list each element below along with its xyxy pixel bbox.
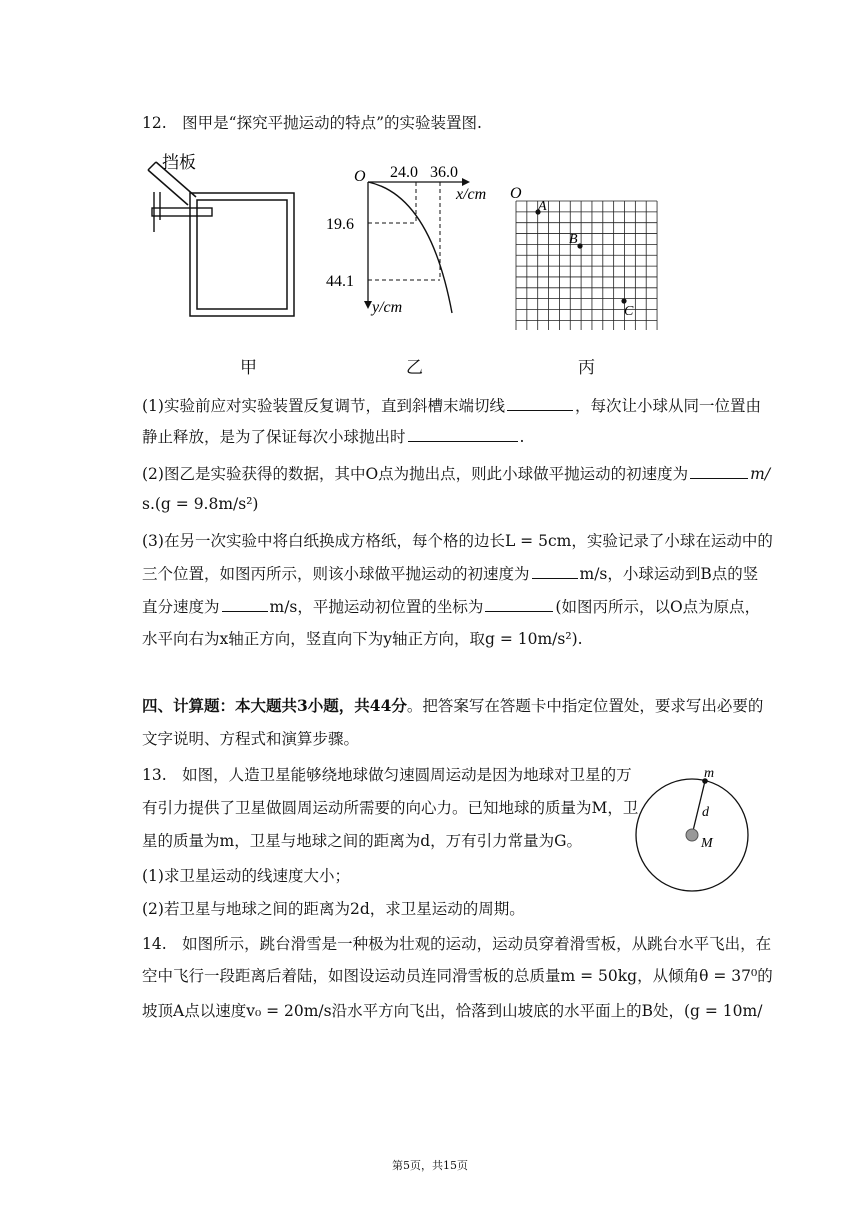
- q12-s3-line3: [142, 596, 761, 617]
- yi-y-arrow: [364, 301, 372, 309]
- ramp-line: [148, 162, 156, 170]
- yi-x-arrow: [462, 178, 470, 186]
- answer-blank[interactable]: [485, 596, 553, 612]
- bing-origin: O: [510, 185, 522, 202]
- q12-s1-text: (1)实验前应对实验装置反复调节，直到斜槽末端切线: [142, 397, 505, 415]
- yi-trajectory: [368, 182, 452, 313]
- yi-xtick-24: 24.0: [390, 164, 418, 181]
- caption-bing: 丙: [578, 358, 595, 378]
- section-4-instructions: 。把答案写在答题卡中指定位置处，要求写出必要的: [406, 697, 764, 715]
- q12-s2-text: m/: [750, 465, 771, 483]
- point-B: [577, 243, 582, 248]
- label-M: M: [701, 836, 713, 851]
- q14-line2: 空中飞行一段距离后着陆，如图设运动员连同滑雪板的总质量m = 50kg，从倾角θ = 37⁰的: [142, 967, 773, 985]
- q12-title: 12. 图甲是“探究平抛运动的特点”的实验装置图.: [142, 114, 482, 132]
- board-outer: [190, 193, 294, 316]
- label-m: m: [704, 766, 715, 781]
- q14-line1: 14. 如图所示，跳台滑雪是一种极为壮观的运动，运动员穿着滑雪板，从跳台水平飞出，在: [142, 935, 772, 953]
- q12-s1-text: 静止释放，是为了保证每次小球抛出时: [142, 428, 406, 446]
- q12-s3-text: 三个位置，如图丙所示，则该小球做平抛运动的初速度为: [142, 565, 530, 583]
- q12-s2-line1: [142, 463, 771, 484]
- yi-y-label: y/cm: [372, 299, 403, 316]
- q12-s3-line4: 水平向右为x轴正方向，竖直向下为y轴正方向，取g = 10m/s²).: [142, 630, 583, 648]
- answer-blank[interactable]: [532, 563, 578, 579]
- q12-s3-line2: [142, 563, 759, 584]
- yi-ytick-196: 19.6: [326, 216, 354, 233]
- q13-line1: 13. 如图，人造卫星能够绕地球做匀速圆周运动是因为地球对卫星的万: [142, 766, 632, 784]
- answer-blank[interactable]: [507, 395, 573, 411]
- answer-blank[interactable]: [690, 463, 748, 479]
- q14-line3: 坡顶A点以速度v₀ = 20m/s沿水平方向飞出，恰落到山坡底的水平面上的B处，(g = 10m/: [142, 1002, 763, 1020]
- caption-yi: 乙: [406, 358, 423, 378]
- q13-line3: 星的质量为m，卫星与地球之间的距离为d，万有引力常量为G。: [142, 832, 583, 850]
- grid: [516, 201, 657, 330]
- q12-s1-text: ，每次让小球从同一位置由: [574, 397, 761, 415]
- q12-s2-text: (2)图乙是实验获得的数据，其中O点为抛出点，则此小球做平抛运动的初速度为: [142, 465, 689, 483]
- q12-s3-text: (如图丙所示，以O点为原点，: [555, 598, 761, 616]
- point-C: [621, 298, 626, 303]
- yi-x-label: x/cm: [456, 186, 487, 203]
- yi-ytick-441: 44.1: [326, 273, 354, 290]
- q12-s3-text: m/s，小球运动到B点的竖: [579, 565, 759, 583]
- q12-s3-text: 直分速度为: [142, 598, 220, 616]
- section-4-instructions-2: 文字说明、方程式和演算步骤。: [142, 730, 360, 748]
- page-footer: 第5页，共15页: [392, 1159, 468, 1172]
- q12-s1-line2: [142, 426, 752, 447]
- q12-s1-text: .: [519, 428, 525, 446]
- q13-line4: (1)求卫星运动的线速度大小；: [142, 867, 350, 885]
- label-C: C: [624, 304, 634, 319]
- q12-s3-text: m/s，平抛运动初位置的坐标为: [269, 598, 484, 616]
- baffle-label: 挡板: [162, 153, 196, 172]
- figure-bing: [505, 180, 660, 330]
- q13-line5: (2)若卫星与地球之间的距离为2d，求卫星运动的周期。: [142, 900, 525, 918]
- support-bar: [152, 208, 212, 216]
- figure-orbit: [630, 760, 760, 898]
- q12-s1-line1: [142, 395, 761, 416]
- label-A: A: [538, 199, 547, 214]
- earth-dot: [686, 829, 698, 841]
- section-4-label: 四、计算题：: [142, 696, 236, 715]
- answer-blank[interactable]: [222, 596, 268, 612]
- answer-blank[interactable]: [408, 426, 518, 442]
- section-4-summary: 本大题共3小题，共44分: [235, 696, 407, 715]
- yi-origin: O: [354, 168, 366, 185]
- q12-s3-line1: (3)在另一次实验中将白纸换成方格纸，每个格的边长L = 5cm，实验记录了小球在运动中的: [142, 532, 773, 550]
- figure-yi: [320, 155, 510, 320]
- figure-jia: [140, 150, 300, 325]
- q13-line2: 有引力提供了卫星做圆周运动所需要的向心力。已知地球的质量为M，卫: [142, 799, 639, 817]
- yi-xtick-36: 36.0: [430, 164, 458, 181]
- label-d: d: [702, 805, 709, 820]
- q12-s2-line2: s.(g = 9.8m/s²): [142, 495, 259, 513]
- section-4-heading: [142, 696, 764, 716]
- label-B: B: [569, 232, 578, 247]
- caption-jia: 甲: [240, 358, 257, 378]
